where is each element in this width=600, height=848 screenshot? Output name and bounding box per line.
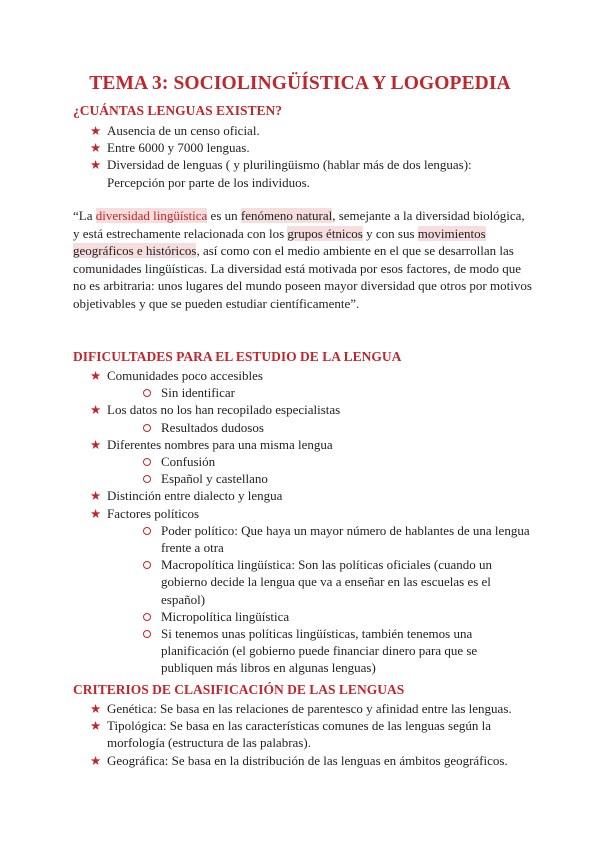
star-bullet-icon: ★ xyxy=(90,402,102,418)
sub-list xyxy=(107,384,530,401)
star-bullet-icon: ★ xyxy=(90,140,102,156)
star-bullet-icon: ★ xyxy=(90,505,102,521)
sub-list-item: Sin identificar xyxy=(143,384,530,401)
highlight: grupos étnicos xyxy=(287,225,363,241)
sub-list-item: Macropolítica lingüística: Son las políticas oficiales (cuando un gobierno decide la lengua que va a enseñar en las escuelas es el español) xyxy=(143,556,530,608)
highlight: diversidad lingüística xyxy=(95,208,208,223)
list-item: ★ Ausencia de un censo oficial. xyxy=(90,123,260,138)
circle-bullet-icon xyxy=(143,630,151,638)
circle-bullet-icon xyxy=(143,527,151,535)
star-bullet-icon: ★ xyxy=(90,123,102,138)
circle-bullet-icon xyxy=(143,561,151,569)
list-item: ★ Factores políticos Poder político: Que haya un mayor número de hablantes de una lengua frente a otra Macropolítica lingüística: Son las políticas oficiales (cuando un gobierno decide la lengua que va a enseñar en las escuelas es el español) Micropolítica lingüística Si tenemos unas políticas lingüísticas, también tenemos una planificación (el gobierno puede financiar dinero para que se publiquen más libros en algunas lenguas) xyxy=(90,505,530,676)
quote-paragraph: “La diversidad lingüística es un fenómeno natural, semejante a la diversidad biológica, y está estrechamente relacionada con los grupos étnicos y con sus movimientos geográficos e históricos, así como con el medio ambiente en el que se desarrollan las comunidades lingüísticas. La diversidad está motivada por esos factores, de modo que no es arbitraria: unos lugares del mundo poseen mayor diversidad que otros por motivos objetivables y que se pueden estudiar científicamente”. xyxy=(73,208,532,311)
star-bullet-icon: ★ xyxy=(90,718,102,734)
star-bullet-icon: ★ xyxy=(90,701,102,716)
sub-list-item: Poder político: Que haya un mayor número de hablantes de una lengua frente a otra xyxy=(143,522,530,556)
page-title: TEMA 3: SOCIOLINGÜÍSTICA Y LOGOPEDIA xyxy=(89,73,511,94)
list-item: ★ Los datos no los han recopilado especialistas Resultados dudosos xyxy=(90,401,530,435)
list-item: ★ Entre 6000 y 7000 lenguas. xyxy=(90,140,250,156)
circle-bullet-icon xyxy=(143,613,151,621)
star-bullet-icon: ★ xyxy=(90,157,102,173)
sub-list-item: Micropolítica lingüística xyxy=(143,608,530,625)
circle-bullet-icon xyxy=(143,475,151,483)
circle-bullet-icon xyxy=(143,424,151,432)
list-item: ★ Diferentes nombres para una misma lengua Confusión Español y castellano xyxy=(90,436,530,488)
list-item: ★ Comunidades poco accesibles Sin identificar xyxy=(90,367,530,401)
section-heading-criterios: CRITERIOS DE CLASIFICACIÓN DE LAS LENGUAS xyxy=(73,682,405,697)
sub-list xyxy=(107,453,530,487)
highlight: movimientos geográficos e históricos xyxy=(73,225,486,258)
star-bullet-icon: ★ xyxy=(90,436,102,452)
circle-bullet-icon xyxy=(143,458,151,466)
section1-list xyxy=(90,122,530,191)
sub-list-item: Confusión xyxy=(143,453,530,470)
section-heading-lenguas: ¿CUÁNTAS LENGUAS EXISTEN? xyxy=(73,103,283,118)
highlight: fenómeno natural xyxy=(240,208,333,223)
sub-list-item: Si tenemos unas políticas lingüísticas, también tenemos una planificación (el gobierno puede financiar dinero para que se publiquen más libros en algunas lenguas) xyxy=(143,625,530,677)
sub-list-item: Español y castellano xyxy=(143,470,530,487)
section3-list xyxy=(90,700,530,769)
sub-list-item: Resultados dudosos xyxy=(143,419,530,436)
star-bullet-icon: ★ xyxy=(90,752,102,768)
list-item: ★ Tipológica: Se basa en las características comunes de las lenguas según la morfología (estructura de las palabras). xyxy=(90,718,491,751)
star-bullet-icon: ★ xyxy=(90,488,102,504)
list-item: ★ Geográfica: Se basa en la distribución de las lenguas en ámbitos geográficos. xyxy=(90,752,508,768)
star-bullet-icon: ★ xyxy=(90,368,102,383)
section2-list xyxy=(90,367,530,677)
section-heading-dificultades: DIFICULTADES PARA EL ESTUDIO DE LA LENGUA xyxy=(73,349,402,364)
list-item: ★ Distinción entre dialecto y lengua xyxy=(90,488,283,504)
sub-list xyxy=(107,522,530,677)
sub-list xyxy=(107,419,530,436)
circle-bullet-icon xyxy=(143,389,151,397)
list-item: ★ Genética: Se basa en las relaciones de parentesco y afinidad entre las lenguas. xyxy=(90,701,512,716)
list-item: ★ Diversidad de lenguas ( y plurilingüismo (hablar más de dos lenguas): Percepción por parte de los individuos. xyxy=(90,157,472,190)
